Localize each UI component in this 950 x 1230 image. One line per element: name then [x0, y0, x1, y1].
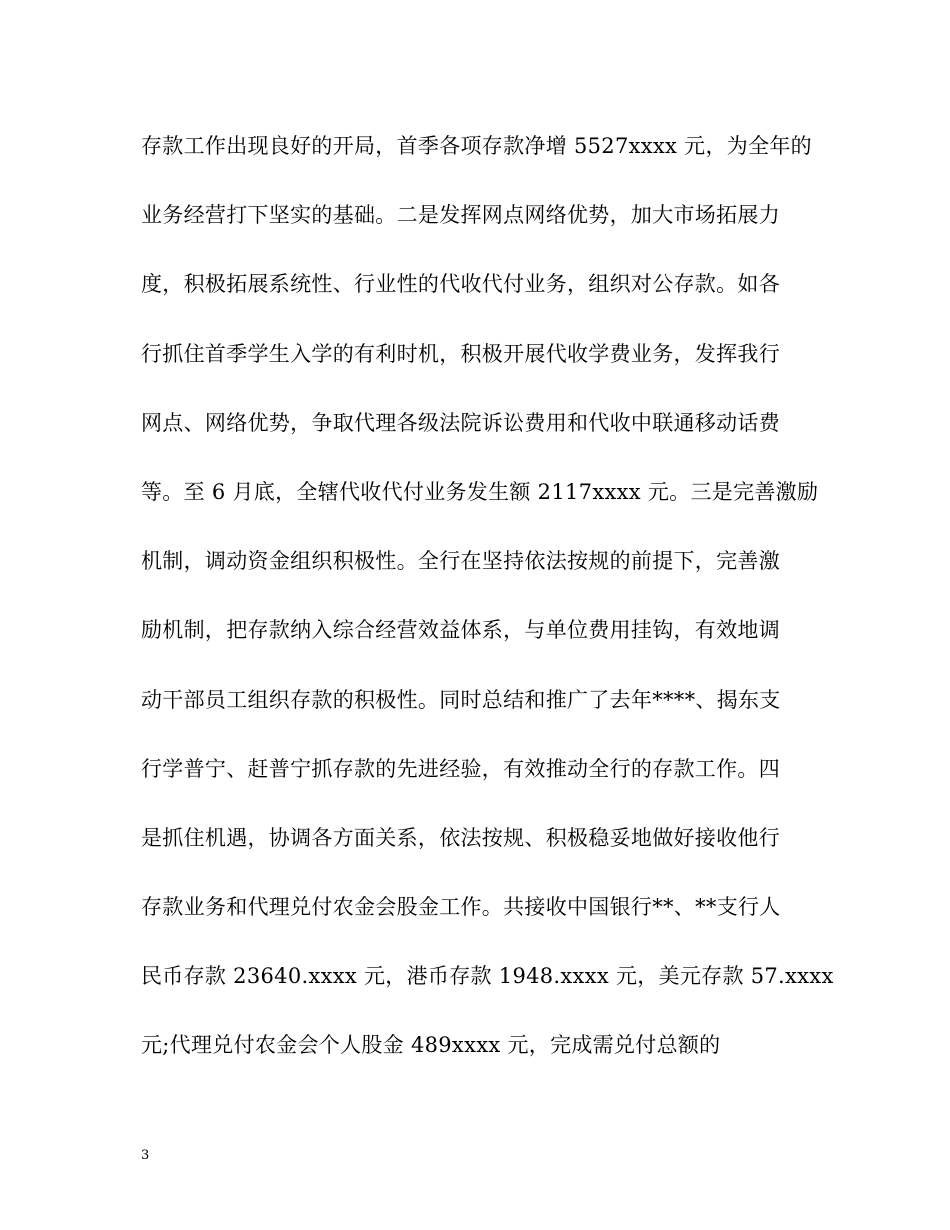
text-line: 民币存款 23640.xxxx 元，港币存款 1948.xxxx 元，美元存款 57.xxxx [141, 964, 834, 989]
text-line: 业务经营打下坚实的基础。二是发挥网点网络优势，加大市场拓展力 [141, 203, 780, 228]
page-number: 3 [141, 1148, 150, 1163]
text-line: 行学普宁、赶普宁抓存款的先进经验，有效推动全行的存款工作。四 [141, 756, 780, 781]
text-line: 行抓住首季学生入学的有利时机，积极开展代收学费业务，发挥我行 [141, 341, 780, 366]
text-line: 存款工作出现良好的开局，首季各项存款净增 5527xxxx 元，为全年的 [141, 134, 812, 158]
text-line: 度，积极拓展系统性、行业性的代收代付业务，组织对公存款。如各 [141, 272, 780, 297]
text-line: 机制，调动资金组织积极性。全行在坚持依法按规的前提下，完善激 [141, 549, 780, 574]
text-line: 等。至 6 月底，全辖代收代付业务发生额 2117xxxx 元。三是完善激励 [141, 479, 819, 504]
text-line: 存款业务和代理兑付农金会股金工作。共接收中国银行**、**支行人 [141, 895, 781, 920]
text-line: 励机制，把存款纳入综合经营效益体系，与单位费用挂钩，有效地调 [141, 618, 780, 643]
text-line: 元;代理兑付农金会个人股金 489xxxx 元，完成需兑付总额的 [141, 1033, 721, 1058]
body-text [141, 124, 834, 1093]
text-line: 动干部员工组织存款的积极性。同时总结和推广了去年****、揭东支 [141, 687, 781, 712]
text-line: 是抓住机遇，协调各方面关系，依法按规、积极稳妥地做好接收他行 [141, 825, 780, 850]
text-line: 网点、网络优势，争取代理各级法院诉讼费用和代收中联通移动话费 [141, 410, 780, 435]
